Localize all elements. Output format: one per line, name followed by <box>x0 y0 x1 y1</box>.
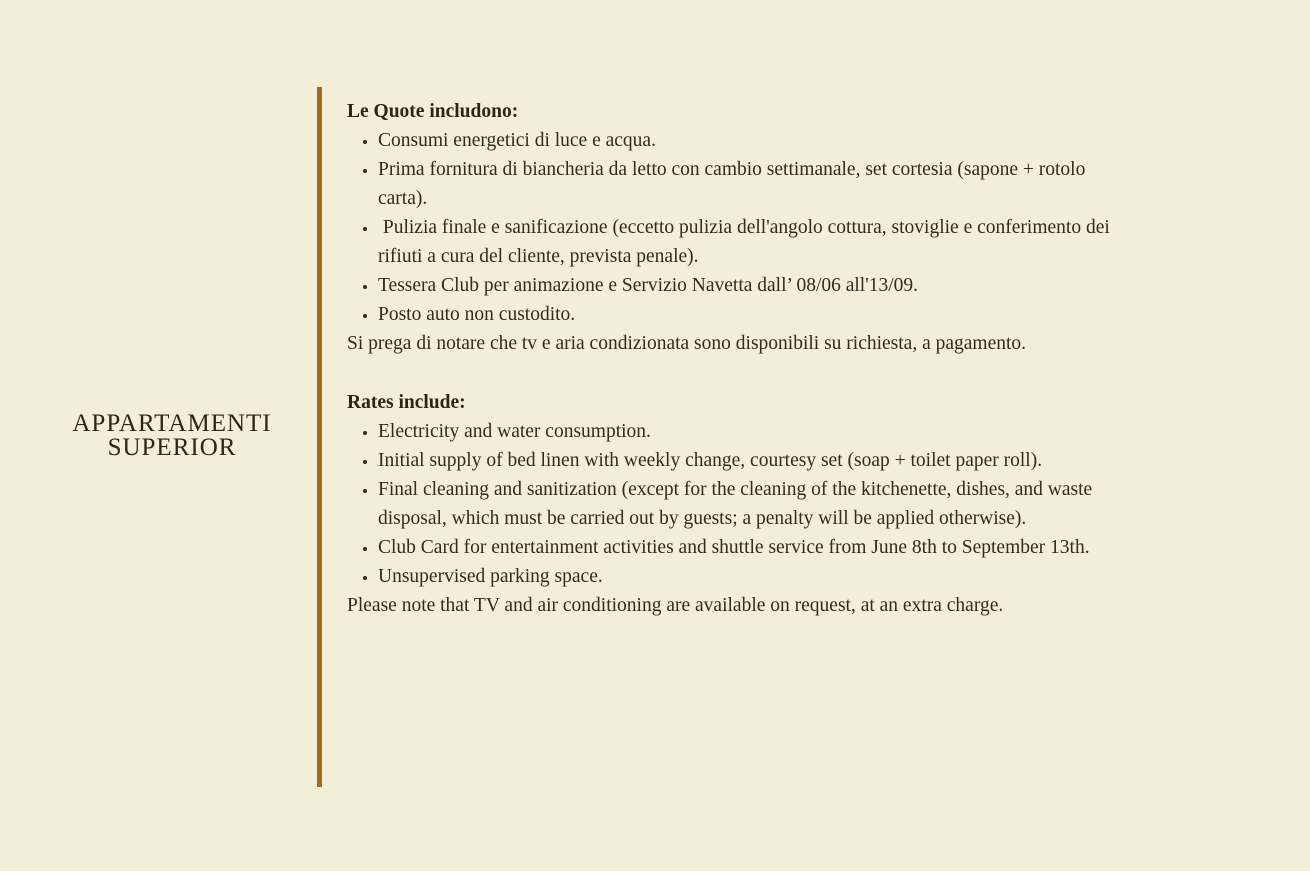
section-heading-italian: Le Quote includono: <box>347 101 519 122</box>
bottom-edge-strip <box>0 871 1310 875</box>
apartment-title-line1: APPARTAMENTI <box>72 410 272 437</box>
bullet-item: • Pulizia finale e sanificazione (eccetto pulizia dell'angolo cottura, stoviglie e conferimento dei rifiuti a cura del cliente, prevista penale). <box>378 213 1125 271</box>
bullet-item: • Tessera Club per animazione e Servizio Navetta dall’ 08/06 all'13/09. <box>378 271 1125 300</box>
note-english: Please note that TV and air conditioning are available on request, at an extra charge. <box>347 595 1004 616</box>
bullet-list-english <box>347 417 1125 591</box>
bullet-list-italian <box>347 126 1125 329</box>
bullet-item: • Unsupervised parking space. <box>378 562 1125 591</box>
note-italian: Si prega di notare che tv e aria condizionata sono disponibili su richiesta, a pagamento. <box>347 333 1027 354</box>
bullet-item: • Initial supply of bed linen with weekly change, courtesy set (soap + toilet paper roll). <box>378 446 1125 475</box>
bullet-item: • Electricity and water consumption. <box>378 417 1125 446</box>
apartment-title-line2: SUPERIOR <box>107 434 237 461</box>
bullet-item: • Consumi energetici di luce e acqua. <box>378 126 1125 155</box>
apartment-title <box>22 412 322 460</box>
section-italian <box>347 97 1125 358</box>
section-heading-english: Rates include: <box>347 392 466 413</box>
bullet-item: • Posto auto non custodito. <box>378 300 1125 329</box>
bullet-item: • Final cleaning and sanitization (except for the cleaning of the kitchenette, dishes, and waste disposal, which must be carried out by guests; a penalty will be applied otherwise). <box>378 475 1125 533</box>
bullet-item: • Club Card for entertainment activities and shuttle service from June 8th to September 13th. <box>378 533 1125 562</box>
rates-content <box>347 97 1125 620</box>
section-english <box>347 388 1125 620</box>
vertical-divider <box>317 87 322 787</box>
bullet-item: • Prima fornitura di biancheria da letto con cambio settimanale, set cortesia (sapone + rotolo carta). <box>378 155 1125 213</box>
